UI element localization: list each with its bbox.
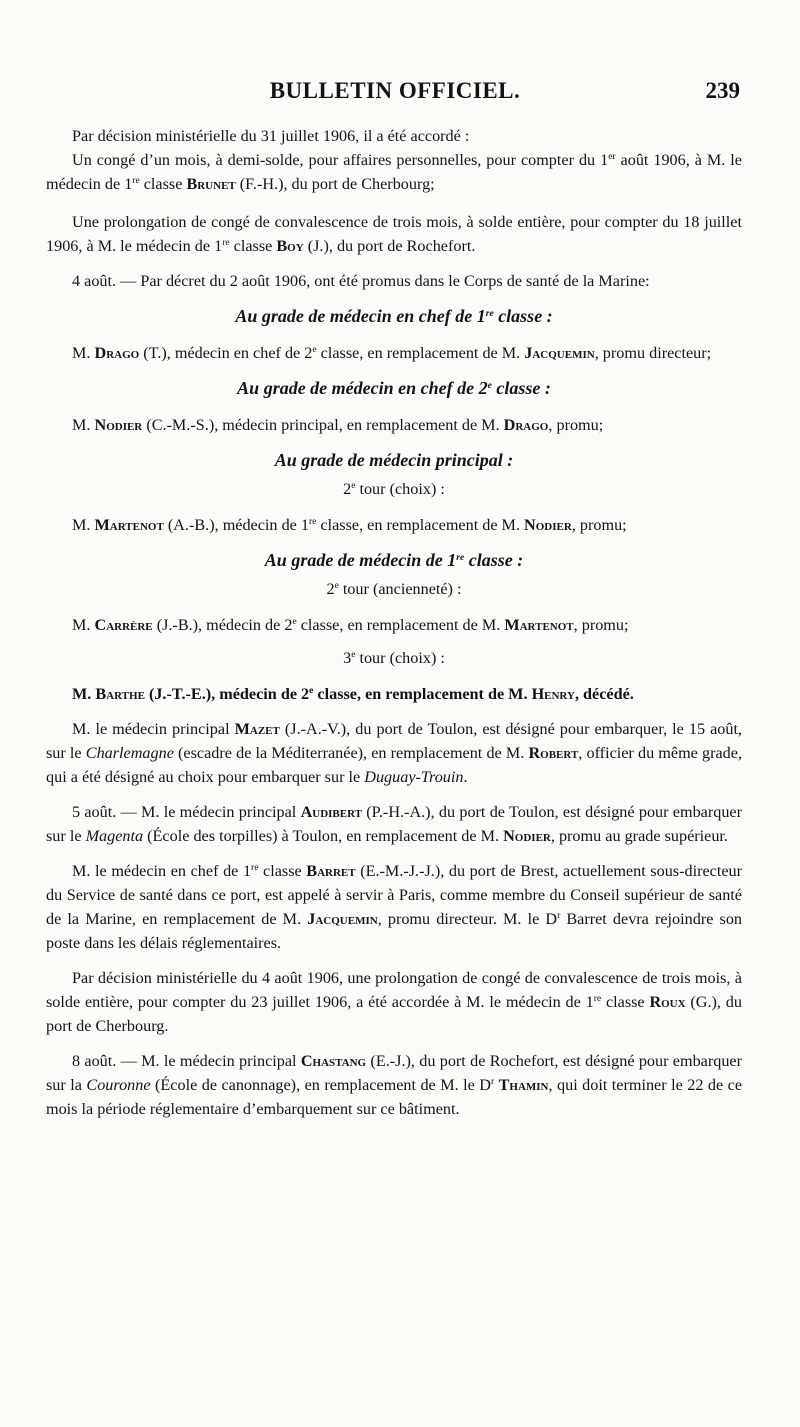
person-name: Henry [531, 685, 575, 703]
text: M. le médecin en chef de 1 [72, 862, 252, 880]
text: , décédé. [574, 685, 634, 703]
ship-name: Charlemagne [85, 744, 174, 762]
text: (escadre de la Méditerranée), en remplacement de M. [173, 744, 529, 762]
text: Une prolongation de congé de convalescence de trois mois, à solde entière, pour compter du 18 juillet 1906, à M. le médecin de 1 [46, 213, 742, 255]
person-name: Nodier [503, 827, 551, 845]
text: , promu au grade supérieur. [550, 827, 728, 845]
text: tour (ancienneté) : [338, 580, 462, 598]
paragraph-promotion-carrere [46, 613, 742, 637]
text: M. le médecin principal [72, 720, 235, 738]
superscript: re [132, 176, 140, 186]
running-title: BULLETIN OFFICIEL. [269, 78, 521, 103]
superscript: e [312, 345, 317, 355]
person-name: Barthe [95, 685, 145, 703]
text: (C.-M.-S.), médecin principal, en remplacement de M. [142, 416, 504, 434]
person-name: Thamin [498, 1076, 549, 1094]
text: (École de canonnage), en remplacement de M. le D [150, 1076, 491, 1094]
text: classe : [464, 550, 524, 570]
superscript: e [351, 650, 356, 660]
person-name: Nodier [524, 516, 572, 534]
text: , promu directeur; [594, 344, 712, 362]
heading-medecin-chef-1re [46, 304, 742, 328]
superscript: e [309, 686, 314, 696]
person-name: Martenot [94, 516, 164, 534]
superscript: e [351, 481, 356, 491]
text: classe, en remplacement de M. [313, 685, 532, 703]
text: (J.-T.-E.), médecin de 2 [144, 685, 310, 703]
text: , promu directeur. M. le D [377, 910, 558, 928]
ship-name: Duguay-Trouin [364, 768, 464, 786]
person-name: Jacquemin [524, 344, 595, 362]
superscript: e [487, 381, 492, 391]
text: classe [139, 175, 187, 193]
text: classe : [493, 306, 553, 326]
text: , promu; [548, 416, 604, 434]
person-name: Carrère [94, 616, 153, 634]
text: Par décision ministérielle du 31 juillet 1906, il a été accordé : [72, 127, 470, 145]
text: (E.-M.-J.-J.), du port de Brest, actuellement sous-directeur du Service de santé dans ce port, est appelé à servir à Paris, comme membre du Conseil supérieur de santé de la Marine, en remplacement de M. [46, 862, 742, 928]
page-header [50, 78, 740, 110]
superscript: e [292, 617, 297, 627]
page-number: 239 [705, 78, 740, 103]
subheading-3e-tour-choix [46, 646, 742, 670]
superscript: re [251, 863, 259, 873]
text: Au grade de médecin de 1 [264, 550, 457, 570]
paragraph-decision-31-juillet [46, 124, 742, 148]
superscript: r [557, 911, 561, 921]
heading-medecin-1re-classe [46, 548, 742, 572]
person-name: Drago [503, 416, 549, 434]
superscript: re [485, 309, 494, 319]
text: Barret devra rejoindre son poste dans les délais réglementaires. [46, 910, 743, 952]
text: (J.), du port de Rochefort. [303, 237, 476, 255]
paragraph-promotion-barthe [46, 682, 742, 706]
text: 2 [326, 580, 335, 598]
text: Un congé d’un mois, à demi-solde, pour affaires personnelles, pour compter du 1 [72, 151, 609, 169]
text: 2 [343, 480, 352, 498]
superscript: e [334, 581, 339, 591]
paragraph-designation-chastang [46, 1049, 742, 1121]
person-name: Brunet [186, 175, 236, 193]
article-body [46, 124, 742, 1132]
text: (École des torpilles) à Toulon, en remplacement de M. [143, 827, 504, 845]
paragraph-promotion-nodier [46, 413, 742, 437]
superscript: re [456, 553, 465, 563]
text: (G.), du port de Cherbourg. [46, 993, 742, 1035]
person-name: Drago [94, 344, 140, 362]
text: , qui doit terminer le 22 de ce mois la période réglementaire d’embarquement sur ce bâtiment. [46, 1076, 743, 1118]
text: , promu; [571, 516, 627, 534]
text: Au grade de médecin en chef de 1 [235, 306, 486, 326]
person-name: Mazet [234, 720, 280, 738]
superscript: er [608, 152, 616, 162]
text: M. [72, 616, 95, 634]
text: classe [229, 237, 277, 255]
text: (J.-B.), médecin de 2 [152, 616, 293, 634]
text: classe : [491, 378, 551, 398]
subheading-2e-tour-anciennete [46, 577, 742, 601]
text: (P.-H.-A.), du port de Toulon, est désigné pour embarquer sur le [46, 803, 743, 845]
text: classe, en remplacement de M. [316, 516, 525, 534]
text: 5 août. — M. le médecin principal [72, 803, 301, 821]
text: classe [601, 993, 650, 1011]
text: 4 août. — Par décret du 2 août 1906, ont été promus dans le Corps de santé de la Marine: [72, 272, 650, 290]
text: 3 [343, 649, 352, 667]
ship-name: Couronne [86, 1076, 151, 1094]
text: M. [72, 416, 95, 434]
text: classe [258, 862, 307, 880]
heading-medecin-chef-2e [46, 376, 742, 400]
person-name: Chastang [300, 1052, 367, 1070]
paragraph-designation-audibert [46, 800, 742, 848]
text: M. [72, 516, 95, 534]
text: M. [72, 685, 96, 703]
person-name: Audibert [300, 803, 363, 821]
superscript: r [490, 1077, 495, 1087]
text: , promu; [573, 616, 629, 634]
text: Par décision ministérielle du 4 août 1906, une prolongation de congé de convalescence de trois mois, à solde entière, pour compter du 23 juillet 1906, a été accordée à M. le médecin de 1 [46, 969, 742, 1011]
paragraph-prolongation-boy [46, 210, 742, 258]
paragraph-prolongation-roux [46, 966, 742, 1038]
person-name: Nodier [94, 416, 143, 434]
paragraph-promotion-drago [46, 341, 742, 365]
person-name: Roux [649, 993, 686, 1011]
heading-medecin-principal [46, 448, 742, 472]
text: (A.-B.), médecin de 1 [163, 516, 309, 534]
text: , officier du même grade, qui a été désigné au choix pour embarquer sur le [46, 744, 742, 786]
text: Au grade de médecin en chef de 2 [237, 378, 488, 398]
person-name: Jacquemin [307, 910, 378, 928]
subheading-2e-tour-choix [46, 477, 742, 501]
text: M. [72, 344, 95, 362]
text: (F.-H.), du port de Cherbourg; [235, 175, 435, 193]
person-name: Barret [306, 862, 356, 880]
text: 8 août. — M. le médecin principal [72, 1052, 301, 1070]
paragraph-designation-mazet [46, 717, 742, 789]
text: tour (choix) : [355, 649, 445, 667]
text: août 1906, à M. le médecin de 1 [46, 151, 742, 193]
superscript: re [222, 238, 230, 248]
superscript: re [309, 517, 317, 527]
text: Au grade de médecin principal : [274, 450, 514, 470]
text: (E.-J.), du port de Rochefort, est désigné pour embarquer sur la [46, 1052, 743, 1094]
text: classe, en remplacement de M. [296, 616, 505, 634]
ship-name: Magenta [85, 827, 144, 845]
text: tour (choix) : [355, 480, 445, 498]
paragraph-promotion-martenot [46, 513, 742, 537]
text: classe, en remplacement de M. [316, 344, 525, 362]
text: . [463, 768, 468, 786]
superscript: re [593, 994, 602, 1004]
paragraph-conge-brunet [46, 148, 742, 196]
paragraph-decret-4-aout [46, 269, 742, 293]
person-name: Martenot [504, 616, 574, 634]
text: (T.), médecin en chef de 2 [139, 344, 313, 362]
text: (J.-A.-V.), du port de Toulon, est désigné pour embarquer, le 15 août, sur le [46, 720, 742, 762]
paragraph-barret-paris [46, 859, 742, 955]
person-name: Robert [528, 744, 579, 762]
person-name: Boy [276, 237, 304, 255]
